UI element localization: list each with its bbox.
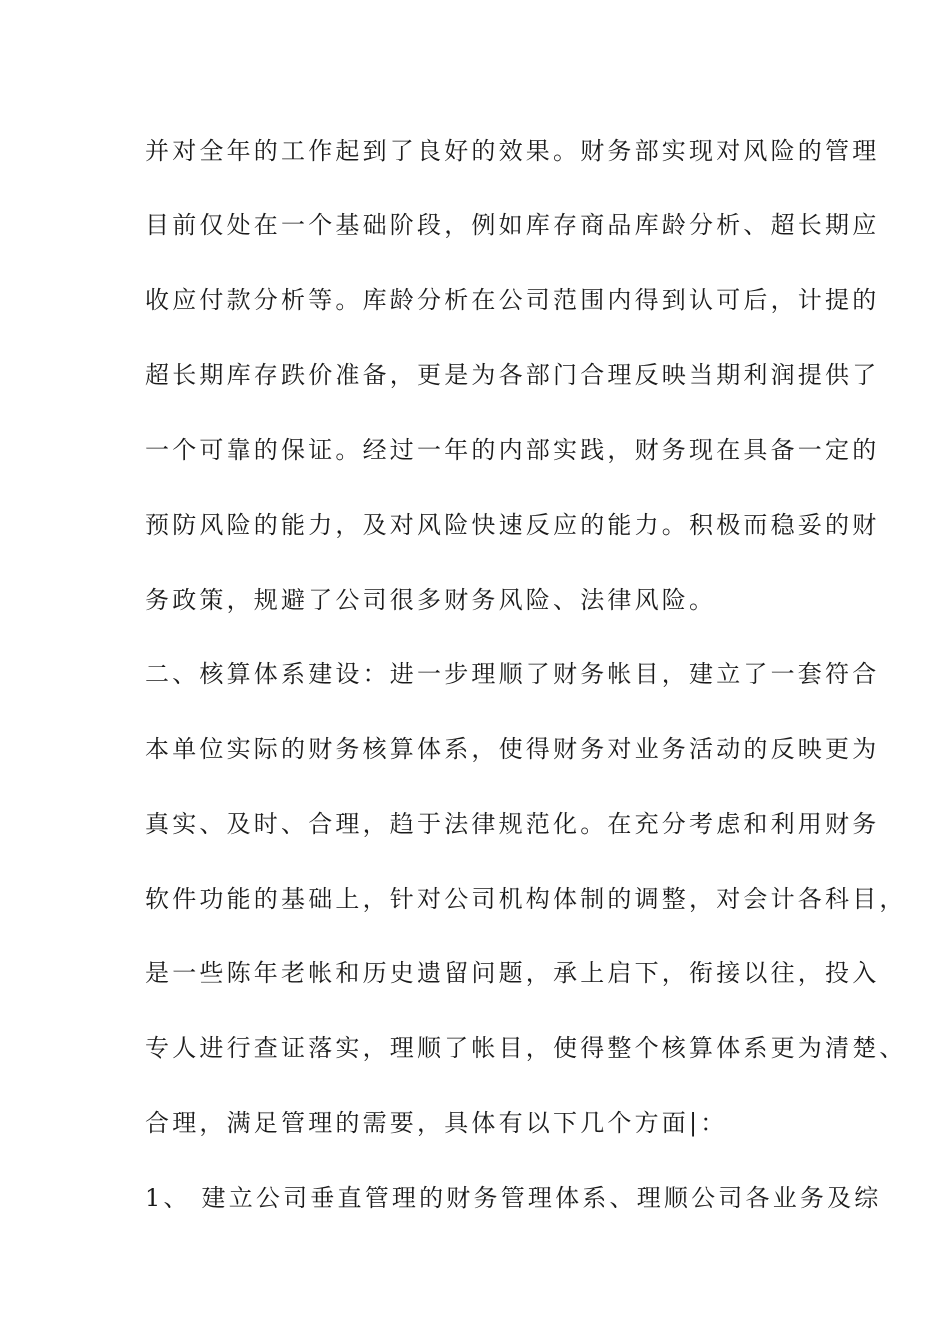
paragraph-line: 合理，满足管理的需要，具体有以下几个方面|： xyxy=(145,1109,728,1137)
paragraph-line: 专人进行查证落实，理顺了帐目，使得整个核算体系更为清楚、 xyxy=(145,1034,907,1062)
paragraph-line: 是一些陈年老帐和历史遗留问题，承上启下，衔接以往，投入 xyxy=(145,959,880,987)
paragraph-line: 超长期库存跌价准备，更是为各部门合理反映当期利润提供了 xyxy=(145,361,880,389)
paragraph-line: 预防风险的能力，及对风险快速反应的能力。积极而稳妥的财 xyxy=(145,511,880,539)
paragraph-line: 目前仅处在一个基础阶段，例如库存商品库龄分析、超长期应 xyxy=(145,211,880,239)
paragraph-line: 软件功能的基础上，针对公司机构体制的调整，对会计各科目， xyxy=(145,885,907,913)
paragraph-line: 收应付款分析等。库龄分析在公司范围内得到认可后，计提的 xyxy=(145,286,880,314)
paragraph-line: 务政策，规避了公司很多财务风险、法律风险。 xyxy=(145,586,717,614)
paragraph-line: 本单位实际的财务核算体系，使得财务对业务活动的反映更为 xyxy=(145,735,880,763)
paragraph-line: 并对全年的工作起到了良好的效果。财务部实现对风险的管理 xyxy=(145,137,880,165)
paragraph-line: 一个可靠的保证。经过一年的内部实践，财务现在具备一定的 xyxy=(145,436,880,464)
section-heading-line: 二、核算体系建设：进一步理顺了财务帐目，建立了一套符合 xyxy=(145,660,880,688)
paragraph-line: 真实、及时、合理，趋于法律规范化。在充分考虑和利用财务 xyxy=(145,810,880,838)
list-item-line: 1、 建立公司垂直管理的财务管理体系、理顺公司各业务及综 xyxy=(145,1184,882,1212)
